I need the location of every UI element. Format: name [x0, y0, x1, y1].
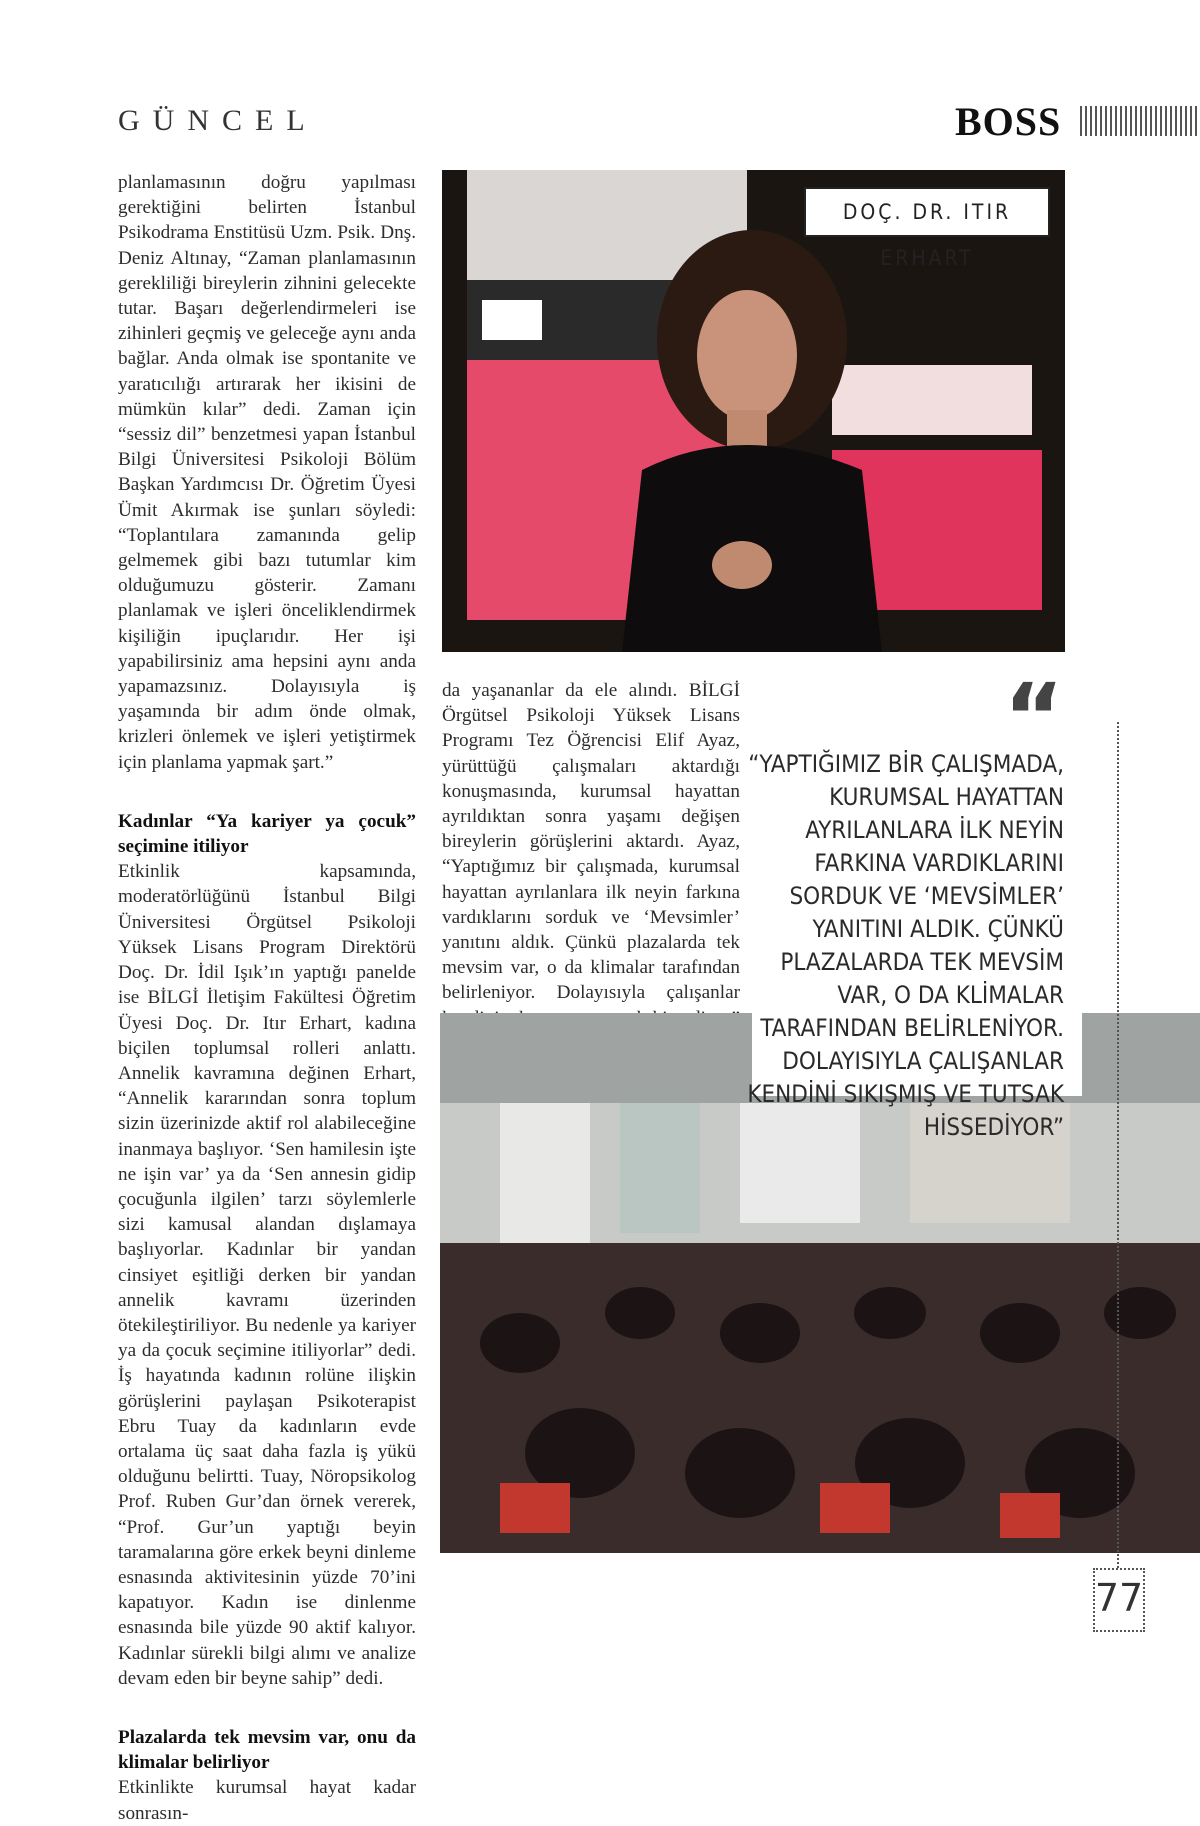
article-column-left: [118, 170, 416, 1826]
quote-mark-icon: “: [1003, 664, 1064, 771]
pullquote: [747, 664, 1082, 1141]
header-rule: [1080, 106, 1198, 136]
article-column-middle: [442, 678, 740, 1056]
body-paragraph: da yaşananlar da ele alındı. BİLGİ Örgütsel Psikoloji Yüksek Lisans Programı Tez Öğrencisi Elif Ayaz, yürüttüğü çalışmaları aktardığı konuşmasında, kurumsal hayattan ayrıldıktan sonra yaşamı değişen bireylerin görüşlerini aktardı. Ayaz, “Yaptığımız bir çalışmada, kurumsal hayattan ayrılanlara ilk neyin farkına vardıklarını sorduk ve ‘Mevsimler’ yanıtını aldık. Çünkü plazalarda tek mevsim var, o da klimalar tarafından belirleniyor. Dolayısıyla çalışanlar: [442, 680, 740, 1004]
body-paragraph: Etkinlik kapsamında, moderatörlüğünü İstanbul Bilgi Üniversitesi Örgütsel Psikoloji Yüksek Lisans Program Direktörü Doç. Dr. İdil Işık’ın yaptığı panelde ise BİLGİ İletişim Fakültesi Öğretim Üyesi Doç. Dr. Itır Erhart, kadına biçilen toplumsal rolleri anlattı. Annelik kavramına değinen Erhart, “Annelik kararından sonra toplum sizin üzerinizde aktif rol alabileceğine inanmaya başlıyor. ‘Sen hamilesin işte ne işin var’ ya da ‘Sen annesin gidip çocuğunla ilgilen’ tarzı söylemlerle sizi kamusal alandan dışlamaya başlıyorlar. Kadınlar bir yandan cinsiyet eşitliği derken bir yandan annelik kavramı üzerinden ötekileştiriliyor. Bu nedenle ya kariyer ya da çocuk seçimine itiliyorlar” dedi. İş hayatında kadının rolüne ilişkin görüşlerini paylaşan Psikoterapist Ebru Tuay da kadınların evde ortalama üç saat daha fazla iş yükü olduğunu belirtti. Tuay, Nöropsikolog Prof. Ruben Gur’dan örnek vererek, “Prof. Gur’un yaptığı beyin taramalarına göre erkek beyni dinleme esnasında aktivitesinin yüzde 70’ini kapatıyor. Kadın ise dinlenme esnasında bile yüzde 90 aktif kalıyor. Kadınlar sürekli bilgi alımı ve analize devam eden bir beyne sahip” dedi.: [118, 861, 416, 1689]
page-number: 77: [1094, 1576, 1144, 1620]
photo-caption: DOÇ. DR. ITIR ERHART: [804, 187, 1050, 237]
magazine-logo: BOSS: [955, 99, 1062, 144]
subheading: Kadınlar “Ya kariyer ya çocuk” seçimine itiliyor: [118, 810, 416, 858]
pullquote-text: “YAPTIĞIMIZ BİR ÇALIŞMADA, KURUMSAL HAYATTAN AYRILANLARA İLK NEYİN FARKINA VARDIKLARINI SORDUK VE ‘MEVSİMLER’ YANITINI ALDIK. ÇÜNKÜ PLAZALARDA TEK MEVSİM VAR, O DA KLİMALAR TARAFINDAN BELİRLENİYOR. DOLAYISIYLA ÇALIŞANLAR KENDİNİ SIKIŞMIŞ VE TUTSAK HİSSEDİYOR”: [747, 750, 1064, 1141]
dotted-rule: [1117, 722, 1119, 1632]
body-paragraph: planlamasının doğru yapılması gerektiğini belirten İstanbul Psikodrama Enstitüsü Uzm. Psik. Dnş. Deniz Altınay, “Zaman planlamasının gerekliliği bireylerin zihnini gelecekte tutar. Başarı değerlendirmeleri ise zihinleri geçmiş ve geleceğe aynı anda bağlar. Anda olmak ise spontanite ve yaratıcılığı artırarak her ikisini de mümkün kılar” dedi. Zaman için “sessiz dil” benzetmesi yapan İstanbul Bilgi Üniversitesi Psikoloji Bölüm Başkan Yardımcısı Dr. Öğretim Üyesi Ümit Akırmak ise şunları söyledi: “Toplantılara zamanında gelip gelmemek gibi bazı tutumlar kim olduğumuzu gösterir. Zamanı planlamak ve işleri önceliklendirmek kişiliğin ipuçlarıdır. Her işi yapabilirsiniz ama hepsini aynı anda yapamazsınız. Dolayısıyla iş yaşamında bir adım önde olmak, krizleri önlemek ve işleri yetiştirmek için planlama yapmak şart.”: [118, 172, 416, 773]
subheading: Plazalarda tek mevsim var, onu da klimalar belirliyor: [118, 1726, 416, 1774]
section-label: GÜNCEL: [118, 104, 318, 137]
body-paragraph: Etkinlikte kurumsal hayat kadar sonrasın-: [118, 1777, 416, 1824]
